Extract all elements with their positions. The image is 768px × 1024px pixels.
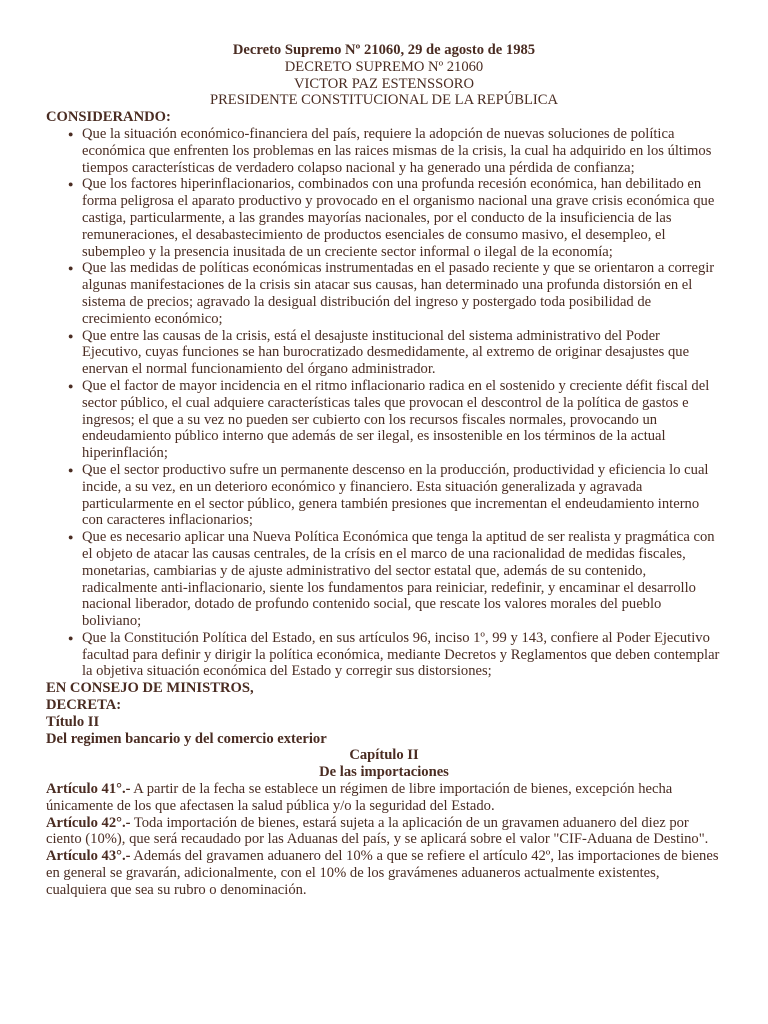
article-text: Toda importación de bienes, estará sujeta a la aplicación de un gravamen aduanero del diez por ciento (10%), que será recaudado por las Aduanas del país, y se aplicará sobre el valor "CIF-Aduana de Destino". xyxy=(46,814,709,848)
list-item-text: Que las medidas de políticas económicas instrumentadas en el pasado reciente y que se orientaron a corregir algunas manifestaciones de la crisis sin atacar sus causas, han determinado una profunda distorsión en el sistema de precios; agravado la desigual distribución del ingreso y postergado toda posibilidad de crecimiento económico; xyxy=(82,260,715,327)
capitulo-heading: Capítulo II xyxy=(349,747,419,764)
decree-number: DECRETO SUPREMO Nº 21060 xyxy=(284,58,484,75)
article-text: Además del gravamen aduanero del 10% a que se refiere el artículo 42º, las importaciones de bienes en general se gravarán, adicionalmente, con el 10% de los gravámenes aduaneros actualmente existentes, cualquiera que sea su rubro o denominación. xyxy=(46,848,719,898)
list-item-text: Que los factores hiperinflacionarios, combinados con una profunda recesión económica, han debilitado en forma peligrosa el aparato productivo y provocado en el organismo nacional una grave crisis económica que castiga, particularmente, a las grandes mayorías nacionales, por el conducto de la insuficiencia de las remuneraciones, el desabastecimiento de productos esenciales de consumo masivo, el desempleo, el subempleo y la presencia inusitada de un creciente sector informal o ilegal de la economía; xyxy=(82,176,715,260)
bullet-icon: ● xyxy=(68,263,74,274)
list-item xyxy=(46,260,722,327)
bullet-icon: ● xyxy=(68,128,74,139)
bullet-icon: ● xyxy=(68,464,74,475)
bullet-icon: ● xyxy=(68,532,74,543)
bullet-icon: ● xyxy=(68,179,74,190)
list-item-text: Que el sector productivo sufre un permanente descenso en la producción, productividad y eficiencia lo cual incide, a su vez, en un deterioro económico y financiero. Esta situación generalizada y agravada particularmente en el sector público, genera también presiones que incrementan el endeudamiento interno con caracteres inflacionarios; xyxy=(82,461,709,529)
article-42 xyxy=(46,815,722,849)
list-item-text: Que es necesario aplicar una Nueva Política Económica que tenga la aptitud de ser realista y pragmática con el objeto de atacar las causas centrales, de la crísis en el marco de una racionalidad de medidas fiscales, monetarias, cambiarias y de ajuste administrativo del sector estatal que, además de su contenido, radicalmente anti-inflacionario, siente los fundamentos para reiniciar, redefinir, y encaminar el desarrollo nacional liberador, dotado de profundo contenido social, que rescate los valores morales del pueblo boliviano; xyxy=(82,529,715,630)
list-item-text: Que la situación económico-financiera del país, requiere la adopción de nuevas soluciones de política económica que enfrenten los problemas en las raices mismas de la crisis, la cual ha adquirido en los últimos tiempos características de verdadero colapso nacional y ha generado una pérdida de confianza; xyxy=(82,125,712,176)
list-item xyxy=(46,378,722,462)
considerando-heading: CONSIDERANDO: xyxy=(46,109,171,126)
article-43 xyxy=(46,848,722,898)
list-item xyxy=(46,529,722,630)
titulo-name: Del regimen bancario y del comercio exterior xyxy=(46,730,327,747)
titulo-heading: Título II xyxy=(46,713,100,730)
list-item xyxy=(46,176,722,260)
list-item-text: Que la Constitución Política del Estado, en sus artículos 96, inciso 1º, 99 y 143, confiere al Poder Ejecutivo facultad para definir y dirigir la política económica, mediante Decretos y Reglamentos que deben contemplar la objetiva situación económica del Estado y corregir sus distorsiones; xyxy=(82,629,720,680)
en-consejo-heading: EN CONSEJO DE MINISTROS, xyxy=(46,680,254,697)
article-label: Artículo 42°.- xyxy=(46,814,131,831)
list-item xyxy=(46,126,722,176)
article-41 xyxy=(46,781,722,815)
list-item xyxy=(46,462,722,529)
article-text: A partir de la fecha se establece un régimen de libre importación de bienes, excepción hecha únicamente de los que afectasen la salud pública y/o la seguridad del Estado. xyxy=(46,781,673,814)
bullet-icon: ● xyxy=(68,632,74,643)
decree-title: Decreto Supremo Nº 21060, 29 de agosto de 1985 xyxy=(232,42,536,58)
list-item-text: Que el factor de mayor incidencia en el ritmo inflacionario radica en el sostenido y creciente défit fiscal del sector público, el cual adquiere características tales que provocan el descontrol de la política de gastos e ingresos; el que a su vez no pueden ser cubierto con los recursos fiscales normales, provocando un endeudamiento público interno que además de ser ilegal, es insostenible en los términos de la actual hiperinflación; xyxy=(82,377,710,462)
capitulo-name: De las importaciones xyxy=(319,764,449,781)
list-item xyxy=(46,328,722,378)
bullet-icon: ● xyxy=(68,330,74,341)
article-label: Artículo 41°.- xyxy=(46,781,131,798)
considerando-list xyxy=(46,126,722,680)
bullet-icon: ● xyxy=(68,380,74,391)
document-page xyxy=(46,42,722,899)
president-name: VICTOR PAZ ESTENSSORO xyxy=(293,75,475,92)
list-item xyxy=(46,630,722,680)
president-title: PRESIDENTE CONSTITUCIONAL DE LA REPÚBLICA xyxy=(209,92,559,109)
article-label: Artículo 43°.- xyxy=(46,848,131,865)
decreta-heading: DECRETA: xyxy=(46,697,122,714)
list-item-text: Que entre las causas de la crisis, está el desajuste institucional del sistema administrativo del Poder Ejecutivo, cuyas funciones se han burocratizado desmedidamente, al extremo de originar desajustes que enervan el normal funcionamiento del órgano administrador. xyxy=(82,327,690,378)
